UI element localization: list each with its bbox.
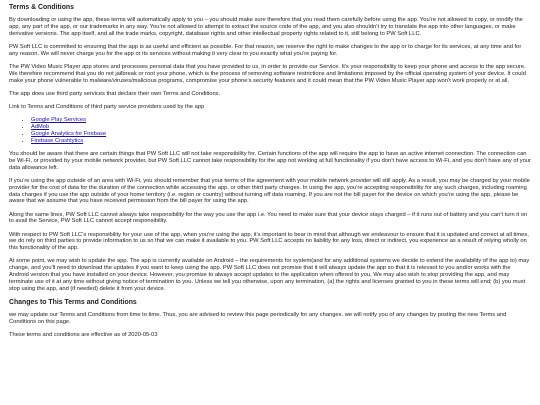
paragraph-effective-date: These terms and conditions are effective as of 2020-05-03 (9, 332, 158, 339)
list-item (31, 124, 531, 131)
third-party-links-list (9, 117, 531, 145)
paragraph-updates: At some point, we may wish to update the app. The app is currently available on Android – the requirements for system(and for any additional systems we decide to extend the availability of the app to) may change, and you’ll need to download the updates if you want to keep using the app. PW Soft LLC does not promise that it will always update the app so that it is relevant to you and/or works with the Android version that you have installed on your device. However, you promise to always accept updates to the application when offered to you, We may also wish to stop providing the app, and may terminate use of it at any time without giving notice of termination to you. Unless we tell you otherwise, upon any termination, (a) the rights and licenses granted to you in these terms will end; (b) you must stop using the app, and (if needed) delete it from your device. (9, 258, 530, 293)
list-item (31, 138, 531, 145)
section-title-changes: Changes to This Terms and Conditions (9, 299, 137, 307)
link-google-analytics-firebase[interactable]: Google Analytics for Firebase (31, 130, 107, 137)
paragraph-links-intro: Link to Terms and Conditions of third party service providers used by the app (9, 103, 205, 110)
paragraph-internet-connection: You should be aware that there are certain things that PW Soft LLC will not take responsibility for. Certain functions of the app will require the app to have an active internet connection. The connection can be Wi-Fi, or provided by your mobile network provider, but PW Soft LLC cannot take responsibility for the app not working at full functionality if you don’t have access to Wi-Fi, and you don’t have any of your data allowance left. (9, 150, 531, 171)
list-item (31, 131, 531, 138)
paragraph-device-battery: Along the same lines, PW Soft LLC cannot always take responsibility for the way you use the app i.e. You need to make sure that your device stays charged – if it runs out of battery and you can’t turn it on to avail the Service, PW Soft LLC cannot accept responsibility. (9, 211, 528, 225)
paragraph-downloading: By downloading or using the app, these terms will automatically apply to you – you should make sure therefore that you read them carefully before using the app. You’re not allowed to copy, or modify the app, any part of the app, or our trademarks in any way. You’re not allowed to attempt to extract the source code of the app, and you also shouldn’t try to translate the app into other languages, or make derivative versions. The app itself, and all the trade marks, copyright, database rights and other intellectual property rights related to it, still belong to PW Soft LLC. (9, 17, 523, 37)
link-admob[interactable]: AdMob (31, 123, 50, 130)
paragraph-wifi-charges: If you’re using the app outside of an area with Wi-Fi, you should remember that your terms of the agreement with your mobile network provider will still apply. As a result, you may be charged by your mobile provider for the cost of data for the duration of the connection while accessing the app, or other third party charges. In using the app, you’re accepting responsibility for any such charges, including roaming data charges if you use the app outside of your home territory (i.e. region or country) without turning off data roaming. If you are not the bill payer for the device on which you’re using the app, please be aware that we assume that you have received permission from the bill payer for using the app. (9, 177, 530, 205)
link-firebase-crashlytics[interactable]: Firebase Crashlytics (31, 137, 84, 144)
list-item (31, 117, 531, 124)
page-title: Terms & Conditions (9, 4, 74, 11)
paragraph-third-party: The app does use third party services that declare their own Terms and Conditions. (9, 90, 221, 97)
link-google-play-services[interactable]: Google Play Services (31, 117, 86, 123)
paragraph-commitment: PW Soft LLC is committed to ensuring that the app is as useful and efficient as possible. For that reason, we reserve the right to make changes to the app or to charge for its services, at any time and for any reason. We will never charge you for the app or its services without making it very clear to you exactly what you’re paying for. (9, 43, 522, 57)
paragraph-changes: we may update our Terms and Conditions from time to time. Thus, you are advised to review this page periodically for any changes. we will notify you of any changes by posting the new Terms and Conditions on this page. (9, 312, 507, 326)
paragraph-personal-data: The PW Video Music Player app stores and processes personal data that you have provided to us, in order to provide our Service. It’s your responsibility to keep your phone and access to the app secure. We therefore recommend that you do not jailbreak or root your phone, which is the process of removing software restrictions and limitations imposed by the official operating system of your device. It could make your phone vulnerable to malware/viruses/malicious programs, compromise your phone’s security features and it could mean that the PW Video Music Player app won’t work properly or at all. (9, 63, 526, 84)
paragraph-liability: With respect to PW Soft LLC’s responsibility for your use of the app, when you’re using the app, it’s important to bear in mind that although we endeavour to ensure that it is updated and correct at all times, we do rely on third parties to provide information to us so that we can make it available to you. PW Soft LLC accepts no liability for any loss, direct or indirect, you experience as a result of relying wholly on this functionality of the app. (9, 231, 529, 252)
